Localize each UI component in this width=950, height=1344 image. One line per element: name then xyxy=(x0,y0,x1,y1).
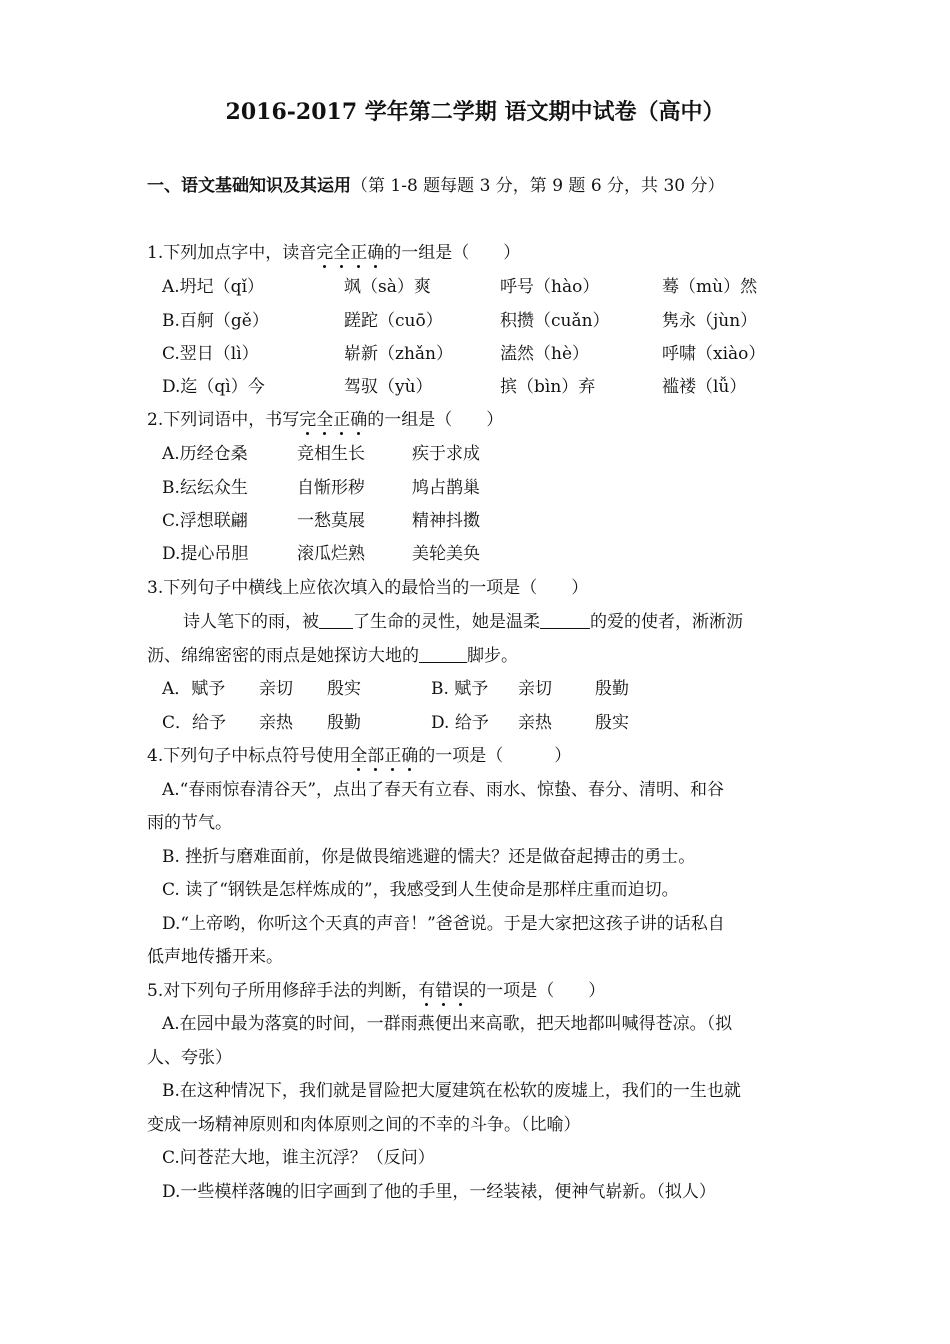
emphasis-dot-char: 完 xyxy=(299,410,317,430)
q1-b-2: 蹉跎（cuō） xyxy=(344,311,443,331)
q2-d-3: 美轮美奂 xyxy=(412,544,480,564)
q3-opt-b-1: B. 赋予 xyxy=(431,679,489,699)
q4-option-c: C. 读了“钢铁是怎样炼成的”，我感受到人生使命是那样庄重而迫切。 xyxy=(162,880,679,900)
q3-blank-2 xyxy=(540,612,590,629)
emphasis-dot-char: 确 xyxy=(367,243,385,263)
emphasis-dot-char: 完 xyxy=(316,243,334,263)
q3-opt-b-2: 亲切 xyxy=(518,679,552,699)
emphasis-dot-char: 确 xyxy=(401,746,419,766)
q1-a-2: 飒（sà）爽 xyxy=(344,277,431,297)
q1-a-1: A.坍圮（qǐ） xyxy=(162,277,264,297)
q3-opt-d-3: 殷实 xyxy=(595,713,629,733)
q3-opt-d-1: D. 给予 xyxy=(431,713,489,733)
q1-b-3: 积攒（cuǎn） xyxy=(500,311,610,331)
q3-stem: 3.下列句子中横线上应依次填入的最恰当的一项是（ ） xyxy=(147,578,589,598)
q2-emphasis xyxy=(299,410,367,430)
q1-c-2: 崭新（zhǎn） xyxy=(344,344,453,364)
q3-opt-c-1: C．给予 xyxy=(162,713,227,733)
emphasis-dot-char: 全 xyxy=(316,410,334,430)
q3-opt-a-1: A．赋予 xyxy=(162,679,226,699)
q2-c-1: C.浮想联翩 xyxy=(162,511,248,531)
q4-stem: 4.下列句子中标点符号使用全部正确的一项是（ ） xyxy=(147,746,572,766)
exam-title: 2016-2017 学年第二学期 语文期中试卷（高中） xyxy=(225,99,725,125)
section-score-note: （第 1-8 题每题 3 分，第 9 题 6 分，共 30 分） xyxy=(351,176,725,196)
q4-option-d-cont: 低声地传播开来。 xyxy=(147,947,283,967)
q2-d-2: 滚瓜烂熟 xyxy=(297,544,365,564)
q1-c-1: C.翌日（lì） xyxy=(162,344,259,364)
q3-opt-a-2: 亲切 xyxy=(259,679,293,699)
q2-a-2: 竞相生长 xyxy=(297,444,365,464)
q5-option-a-cont: 人、夸张） xyxy=(147,1048,232,1068)
q3-passage-line2: 沥、绵绵密密的雨点是她探访大地的 脚步。 xyxy=(147,646,518,666)
emphasis-dot-char: 误 xyxy=(452,981,470,1001)
q1-emphasis xyxy=(316,243,384,263)
q1-a-4: 蓦（mù）然 xyxy=(662,277,758,297)
q1-b-4: 隽永（jùn） xyxy=(662,311,758,331)
emphasis-dot-char: 部 xyxy=(367,746,385,766)
q1-b-1: B.百舸（gě） xyxy=(162,311,269,331)
q2-c-2: 一愁莫展 xyxy=(297,511,365,531)
q2-d-1: D.提心吊胆 xyxy=(162,544,249,564)
q1-d-4: 褴褛（lǚ） xyxy=(662,377,747,397)
q2-b-2: 自惭形秽 xyxy=(297,478,365,498)
q1-stem: 1.下列加点字中，读音完全正确的一组是（ ） xyxy=(147,243,521,263)
emphasis-dot-char: 正 xyxy=(384,746,402,766)
q3-opt-b-3: 殷勤 xyxy=(595,679,629,699)
q1-d-1: D.迄（qì）今 xyxy=(162,377,265,397)
q5-emphasis xyxy=(418,981,469,1001)
emphasis-dot-char: 确 xyxy=(350,410,368,430)
q3-passage-line1: 诗人笔下的雨，被 了生命的灵性，她是温柔 的爱的使者，淅淅沥 xyxy=(183,612,743,632)
emphasis-dot-char: 正 xyxy=(350,243,368,263)
emphasis-dot-char: 有 xyxy=(418,981,436,1001)
q1-c-4: 呼啸（xiào） xyxy=(662,344,766,364)
q2-b-1: B.纭纭众生 xyxy=(162,478,248,498)
q5-option-b: B.在这种情况下，我们就是冒险把大厦建筑在松软的废墟上，我们的一生也就 xyxy=(162,1081,741,1101)
q5-option-a: A.在园中最为落寞的时间，一群雨燕便出来高歌，把天地都叫喊得苍凉。（拟 xyxy=(162,1014,733,1034)
q2-stem: 2.下列词语中，书写完全正确的一组是（ ） xyxy=(147,410,504,430)
q3-blank-3 xyxy=(419,646,467,663)
q2-a-3: 疾于求成 xyxy=(412,444,480,464)
q1-d-3: 摈（bìn）弃 xyxy=(500,377,596,397)
q3-opt-c-2: 亲热 xyxy=(259,713,293,733)
q3-blank-1 xyxy=(319,612,353,629)
q1-d-2: 驾驭（yù） xyxy=(344,377,433,397)
q2-b-3: 鸠占鹊巢 xyxy=(412,478,480,498)
q1-a-3: 呼号（hào） xyxy=(500,277,600,297)
q4-option-d: D.“上帝哟，你听这个天真的声音！”爸爸说。于是大家把这孩子讲的话私自 xyxy=(162,914,725,934)
q5-stem: 5.对下列句子所用修辞手法的判断，有错误的一项是（ ） xyxy=(147,981,606,1001)
emphasis-dot-char: 正 xyxy=(333,410,351,430)
q5-option-d: D.一些模样落魄的旧字画到了他的手里，一经装裱，便神气崭新。（拟人） xyxy=(162,1182,716,1202)
emphasis-dot-char: 错 xyxy=(435,981,453,1001)
q5-option-c: C.问苍茫大地，谁主沉浮？（反问） xyxy=(162,1148,435,1168)
q3-opt-a-3: 殷实 xyxy=(327,679,361,699)
q2-a-1: A.历经仓桑 xyxy=(162,444,248,464)
q3-opt-c-3: 殷勤 xyxy=(327,713,361,733)
q1-c-3: 溘然（hè） xyxy=(500,344,590,364)
q3-opt-d-2: 亲热 xyxy=(518,713,552,733)
section-title: 一、语文基础知识及其运用 xyxy=(147,176,351,196)
q4-emphasis xyxy=(350,746,418,766)
section-heading xyxy=(147,175,725,197)
q4-option-a: A.“春雨惊春清谷天”，点出了春天有立春、雨水、惊蛰、春分、清明、和谷 xyxy=(162,780,725,800)
q5-option-b-cont: 变成一场精神原则和肉体原则之间的不幸的斗争。（比喻） xyxy=(147,1115,581,1135)
q4-option-b: B. 挫折与磨难面前，你是做畏缩逃避的懦夫？还是做奋起搏击的勇士。 xyxy=(162,847,696,867)
emphasis-dot-char: 全 xyxy=(350,746,368,766)
q2-c-3: 精神抖擞 xyxy=(412,511,480,531)
emphasis-dot-char: 全 xyxy=(333,243,351,263)
q4-option-a-cont: 雨的节气。 xyxy=(147,813,232,833)
